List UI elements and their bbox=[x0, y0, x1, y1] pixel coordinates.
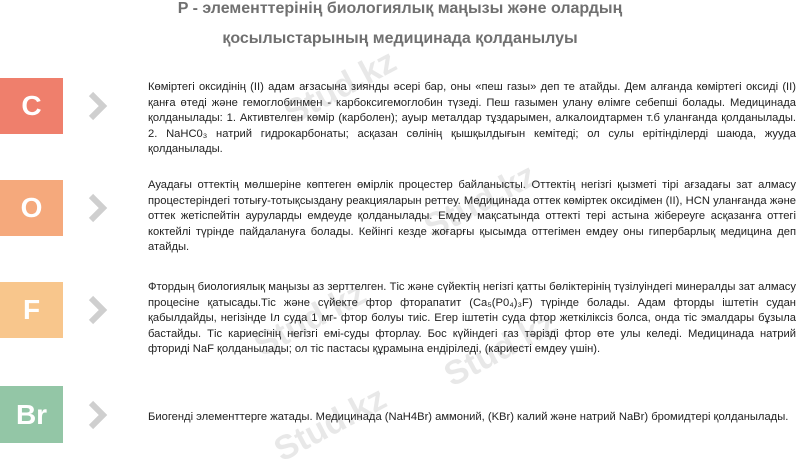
chevron-right-icon bbox=[86, 295, 108, 325]
section-text-o: Ауадағы оттектің мөлшеріне көптеген өмірлік процестер байланысты. Оттектің негізгі қызметі тірі ағзадағы зат алмасу процестеріндегі тотығу-тотықсыздану реакцияларын реттеу. Медицинада оттек көміртек оксидімен (II), HCN уланғанда және оттек жетіспейтін ауруларды емдеуде қолданылады. Емдеу мақсатында оттекті тері астына жібереуге асқазанға оттегі коктейлі түрінде пайдалануға болады. Кейінгі кезде жоғарғы қысымда оттегімен емдеу оны гипербарлық медицина деп атайды. bbox=[148, 179, 796, 254]
element-symbol: O bbox=[20, 192, 43, 223]
watermark: Stud.kz bbox=[417, 155, 543, 247]
section-text-c: Көміртегі оксидінің (II) адам ағзасына зиянды әсері бар, оны «пеш газы» деп те атайды. Дем алғанда көміртегі оксиді (ІІ) қанға өтеді және гемоглобинмен - карбоксигемоглобин түзеді. Пеш газымен улану өлімге себепші болады. Медицинада қолданылады: 1. Активтелген көмір (карболен); ауыр металдар тұздарымен, алкалоидтармен т.б уланғанда қолданылады. 2. NaHC0₃ натрий гидрокарбонаты; асқазан сөлінің қышқылдығын кемітеді; ол сулы ерітінділерді шаюда, жууда қолданылады. bbox=[148, 81, 796, 156]
element-badge-o bbox=[0, 180, 63, 236]
watermark: Stud.kz bbox=[247, 273, 373, 365]
chevron-right-icon bbox=[86, 91, 108, 121]
chevron-right-icon bbox=[86, 400, 108, 430]
watermark: Stud.kz bbox=[277, 41, 403, 133]
watermark: Stud.kz bbox=[267, 378, 393, 470]
page-title-line-1: P - элементтерінің биологиялық маңызы және олардың bbox=[177, 0, 623, 17]
element-symbol: F bbox=[22, 294, 41, 325]
element-badge-c bbox=[0, 78, 63, 134]
section-text-f: Фтордың биологиялық маңызы аз зерттелген. Тіс және сүйектің негізгі қатты бөліктерінің түзілуіндегі минералды зат алмасу процесіне қатысады.Тіс және сүйекте фтор фторапатит (Ca₅(P0₄)₃F) түрінде болады. Адам фторды іштетін судан қабылдайды, негізінде Іл суда 1 мг- фтор болуы тиіс. Егер іштетін суда фтор жеткіліксіз болса, онда тіс эмалдары бұзыла бастайды. Тіс кариесінің негізгі емі-суды фторлау. Бос күйіндегі газ тәрізді фтор өте улы келеді. Медицинада натрий фториді NaF қолданылады; ол тіс пастасы құрамына ендіріледі, (кариесті емдеу үшін). bbox=[148, 281, 796, 356]
page-title-line-2: қосылыстарының медицинада қолданылуы bbox=[222, 30, 578, 47]
chevron-right-icon bbox=[86, 193, 108, 223]
element-badge-f bbox=[0, 282, 63, 338]
element-symbol: Br bbox=[15, 398, 48, 430]
watermark: Stud.kz bbox=[437, 303, 563, 395]
element-symbol: C bbox=[21, 90, 42, 121]
element-badge-br bbox=[0, 386, 63, 443]
section-text-br: Биогенді элементтерге жатады. Медицинада (NaH4Br) аммоний, (KBr) калий және натрий NaBr) бромидтері қолданылады. bbox=[148, 411, 789, 423]
